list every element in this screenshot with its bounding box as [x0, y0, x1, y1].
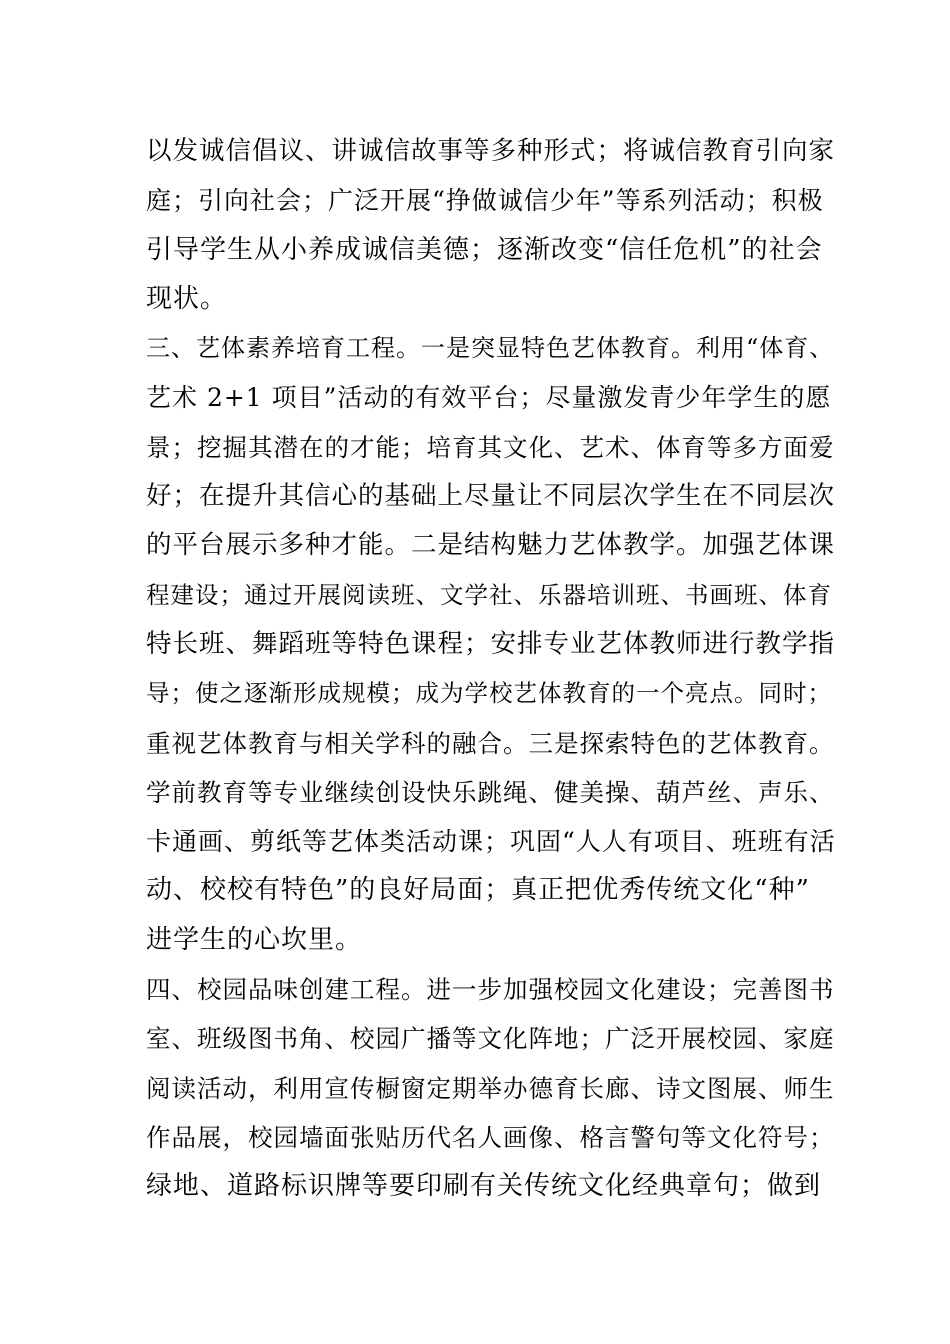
text-line: 作品展，校园墙面张贴历代名人画像、格言警句等文化符号；: [146, 1122, 835, 1152]
text-line: 学前教育等专业继续创设快乐跳绳、健美操、葫芦丝、声乐、: [146, 777, 835, 807]
text-line: 艺术 2+1 项目”活动的有效平台；尽量激发青少年学生的愿: [146, 383, 832, 413]
text-line: 好；在提升其信心的基础上尽量让不同层次学生在不同层次: [146, 481, 836, 512]
text-line: 庭；引向社会；广泛开展“挣做诚信少年”等系列活动；积极: [146, 186, 824, 216]
text-line: 进学生的心坎里。: [146, 924, 363, 955]
text-line: 室、班级图书角、校园广播等文化阵地；广泛开展校园、家庭: [146, 1024, 835, 1054]
text-line: 以发诚信倡议、讲诚信故事等多种形式；将诚信教育引向家: [146, 136, 836, 166]
text-line: 绿地、道路标识牌等要印刷有关传统文化经典章句；做到: [146, 1171, 822, 1202]
text-line: 四、校园品味创建工程。进一步加强校园文化建设；完善图书: [146, 975, 835, 1005]
text-line: 程建设；通过开展阅读班、文学社、乐器培训班、书画班、体育: [146, 580, 832, 609]
text-line: 阅读活动，利用宣传橱窗定期举办德育长廊、诗文图展、师生: [146, 1073, 835, 1103]
text-line: 景；挖掘其潜在的才能；培育其文化、艺术、体育等多方面爱: [146, 432, 835, 462]
body-text: [146, 127, 836, 1212]
text-line: 导；使之逐渐形成规模；成为学校艺体教育的一个亮点。同时；: [146, 679, 832, 708]
text-line: 三、艺体素养培育工程。一是突显特色艺体教育。利用“体育、: [146, 334, 835, 363]
text-line: 重视艺体教育与相关学科的融合。三是探索特色的艺体教育。: [146, 728, 835, 758]
text-line: 特长班、舞蹈班等特色课程；安排专业艺体教师进行教学指: [146, 628, 836, 659]
text-line: 引导学生从小养成诚信美德；逐渐改变“信任危机”的社会: [146, 234, 823, 265]
text-line: 的平台展示多种才能。二是结构魅力艺体教学。加强艺体课: [146, 530, 836, 561]
text-line: 卡通画、剪纸等艺体类活动课；巩固“人人有项目、班班有活: [146, 827, 836, 857]
text-line: 动、校校有特色”的良好局面；真正把优秀传统文化“种”: [146, 875, 810, 906]
text-line: 现状。: [146, 283, 228, 314]
